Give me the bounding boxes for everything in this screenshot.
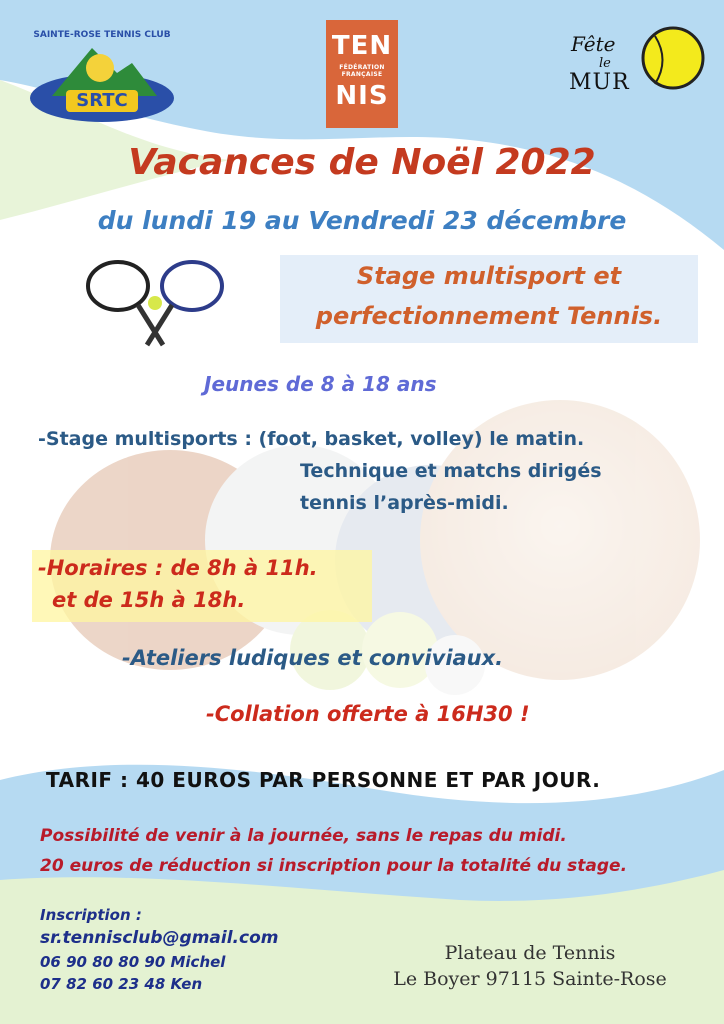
multisports-line: -Stage multisports : (foot, basket, volley) le matin.	[38, 428, 585, 450]
location-line2: Le Boyer 97115 Sainte-Rose	[393, 968, 667, 990]
inscription-phone1[interactable]: 06 90 80 80 90 Michel	[40, 953, 226, 971]
hours-line2: et de 15h à 18h.	[52, 588, 246, 612]
inscription-label: Inscription :	[40, 906, 142, 924]
hours-line1: -Horaires : de 8h à 11h.	[38, 556, 318, 580]
srtc-arc-text: SAINTE-ROSE TENNIS CLUB	[33, 30, 171, 40]
fete-text: Fête	[571, 32, 616, 56]
fete-le-mur-logo	[565, 22, 705, 102]
srtc-logo	[22, 28, 182, 128]
fft-sub1: FÉDÉRATION	[339, 64, 385, 71]
fft-line1: TEN	[331, 31, 393, 61]
page-title: Vacances de Noël 2022	[128, 142, 596, 183]
collation-line: -Collation offerte à 16H30 !	[206, 702, 530, 726]
fft-logo	[326, 20, 398, 128]
stage-line1: Stage multisport et	[356, 262, 622, 290]
fft-sub2: FRANÇAISE	[341, 71, 383, 78]
tarif-line: TARIF : 40 EUROS PAR PERSONNE ET PAR JOUR.	[46, 768, 601, 792]
inscription-email[interactable]: sr.tennisclub@gmail.com	[40, 928, 279, 948]
ateliers-line: -Ateliers ludiques et conviviaux.	[122, 646, 504, 670]
location-line1: Plateau de Tennis	[444, 942, 616, 964]
inscription-phone2[interactable]: 07 82 60 23 48 Ken	[40, 975, 203, 993]
possibility-line1: Possibilité de venir à la journée, sans le repas du midi.	[40, 826, 567, 846]
le-text: le	[599, 56, 611, 71]
srtc-abbr: SRTC	[76, 90, 128, 111]
age-range: Jeunes de 8 à 18 ans	[204, 372, 437, 396]
dates-subtitle: du lundi 19 au Vendredi 23 décembre	[97, 206, 627, 235]
tennis-rackets-icon	[88, 262, 222, 345]
technique-line: Technique et matchs dirigés	[300, 460, 602, 482]
possibility-line2: 20 euros de réduction si inscription pour la totalité du stage.	[40, 856, 628, 876]
stage-line2: perfectionnement Tennis.	[315, 302, 663, 330]
fft-line2: NIS	[335, 81, 389, 111]
mur-text: MUR	[569, 70, 630, 95]
tennis-line: tennis l’après-midi.	[300, 492, 509, 514]
